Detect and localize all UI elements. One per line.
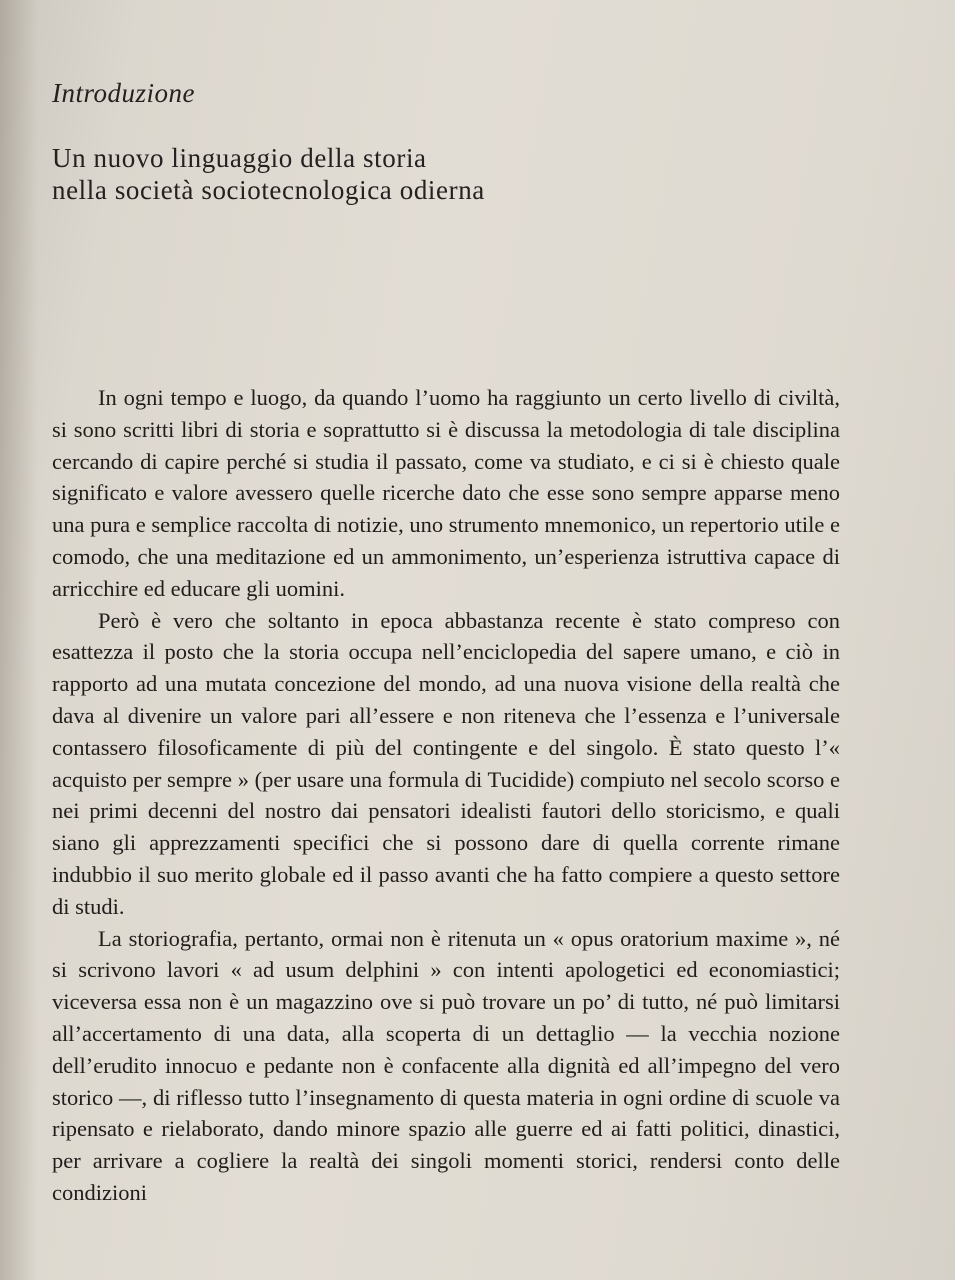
chapter-title-line-1: Un nuovo linguaggio della storia xyxy=(52,143,427,173)
paragraph-1: In ogni tempo e luogo, da quando l’uomo ha raggiunto un certo livello di civiltà, si sono scritti libri di storia e soprattutto si è discussa la metodologia di tale disciplina cercando di capire perché si studia il passato, come va studiato, e ci si è chiesto quale significato e valore avessero quelle ricerche dato che esse sono sempre apparse meno una pura e semplice raccolta di notizie, uno strumento mnemonico, un repertorio utile e comodo, che una meditazione ed un ammonimento, un’esperienza istruttiva capace di arricchire ed educare gli uomini. xyxy=(52,385,840,601)
chapter-title xyxy=(52,142,485,206)
page-gutter-shadow xyxy=(0,0,38,1280)
paragraph-2: Però è vero che soltanto in epoca abbastanza recente è stato compreso con esattezza il posto che la storia occupa nell’enciclopedia del sapere umano, e ciò in rapporto ad una mutata concezione del mondo, ad una nuova visione della realtà che dava al divenire un valore pari all’essere e non riteneva che l’essenza e l’universale contassero filosoficamente di più del contingente e del singolo. È stato questo l’« acquisto per sempre » (per usare una formula di Tucidide) compiuto nel secolo scorso e nei primi decenni del nostro dai pensatori idealisti fautori dello storicismo, e quali siano gli apprezzamenti specifici che si possono dare di quella corrente rimane indubbio il suo merito globale ed il passo avanti che ha fatto compiere a questo settore di studi. xyxy=(52,607,840,919)
chapter-label: Introduzione xyxy=(52,78,195,108)
paragraph-3: La storiografia, pertanto, ormai non è ritenuta un « opus oratorium maxime », né si scrivono lavori « ad usum delphini » con intenti apologetici ed economiastici; viceversa essa non è un magazzino ove si può trovare un po’ di tutto, né può limitarsi all’accertamento di una data, alla scoperta di un dettaglio — la vecchia nozione dell’erudito innocuo e pedante non è confacente alla dignità ed all’impegno del vero storico —, di riflesso tutto l’insegnamento di questa materia in ogni ordine di scuole va ripensato e rielaborato, dando minore spazio alle guerre ed ai fatti politici, dinastici, per arrivare a cogliere la realtà dei singoli momenti storici, rendersi conto delle condizioni xyxy=(52,925,840,1205)
chapter-title-line-2: nella società sociotecnologica odierna xyxy=(52,175,485,205)
body-text xyxy=(52,382,840,1209)
